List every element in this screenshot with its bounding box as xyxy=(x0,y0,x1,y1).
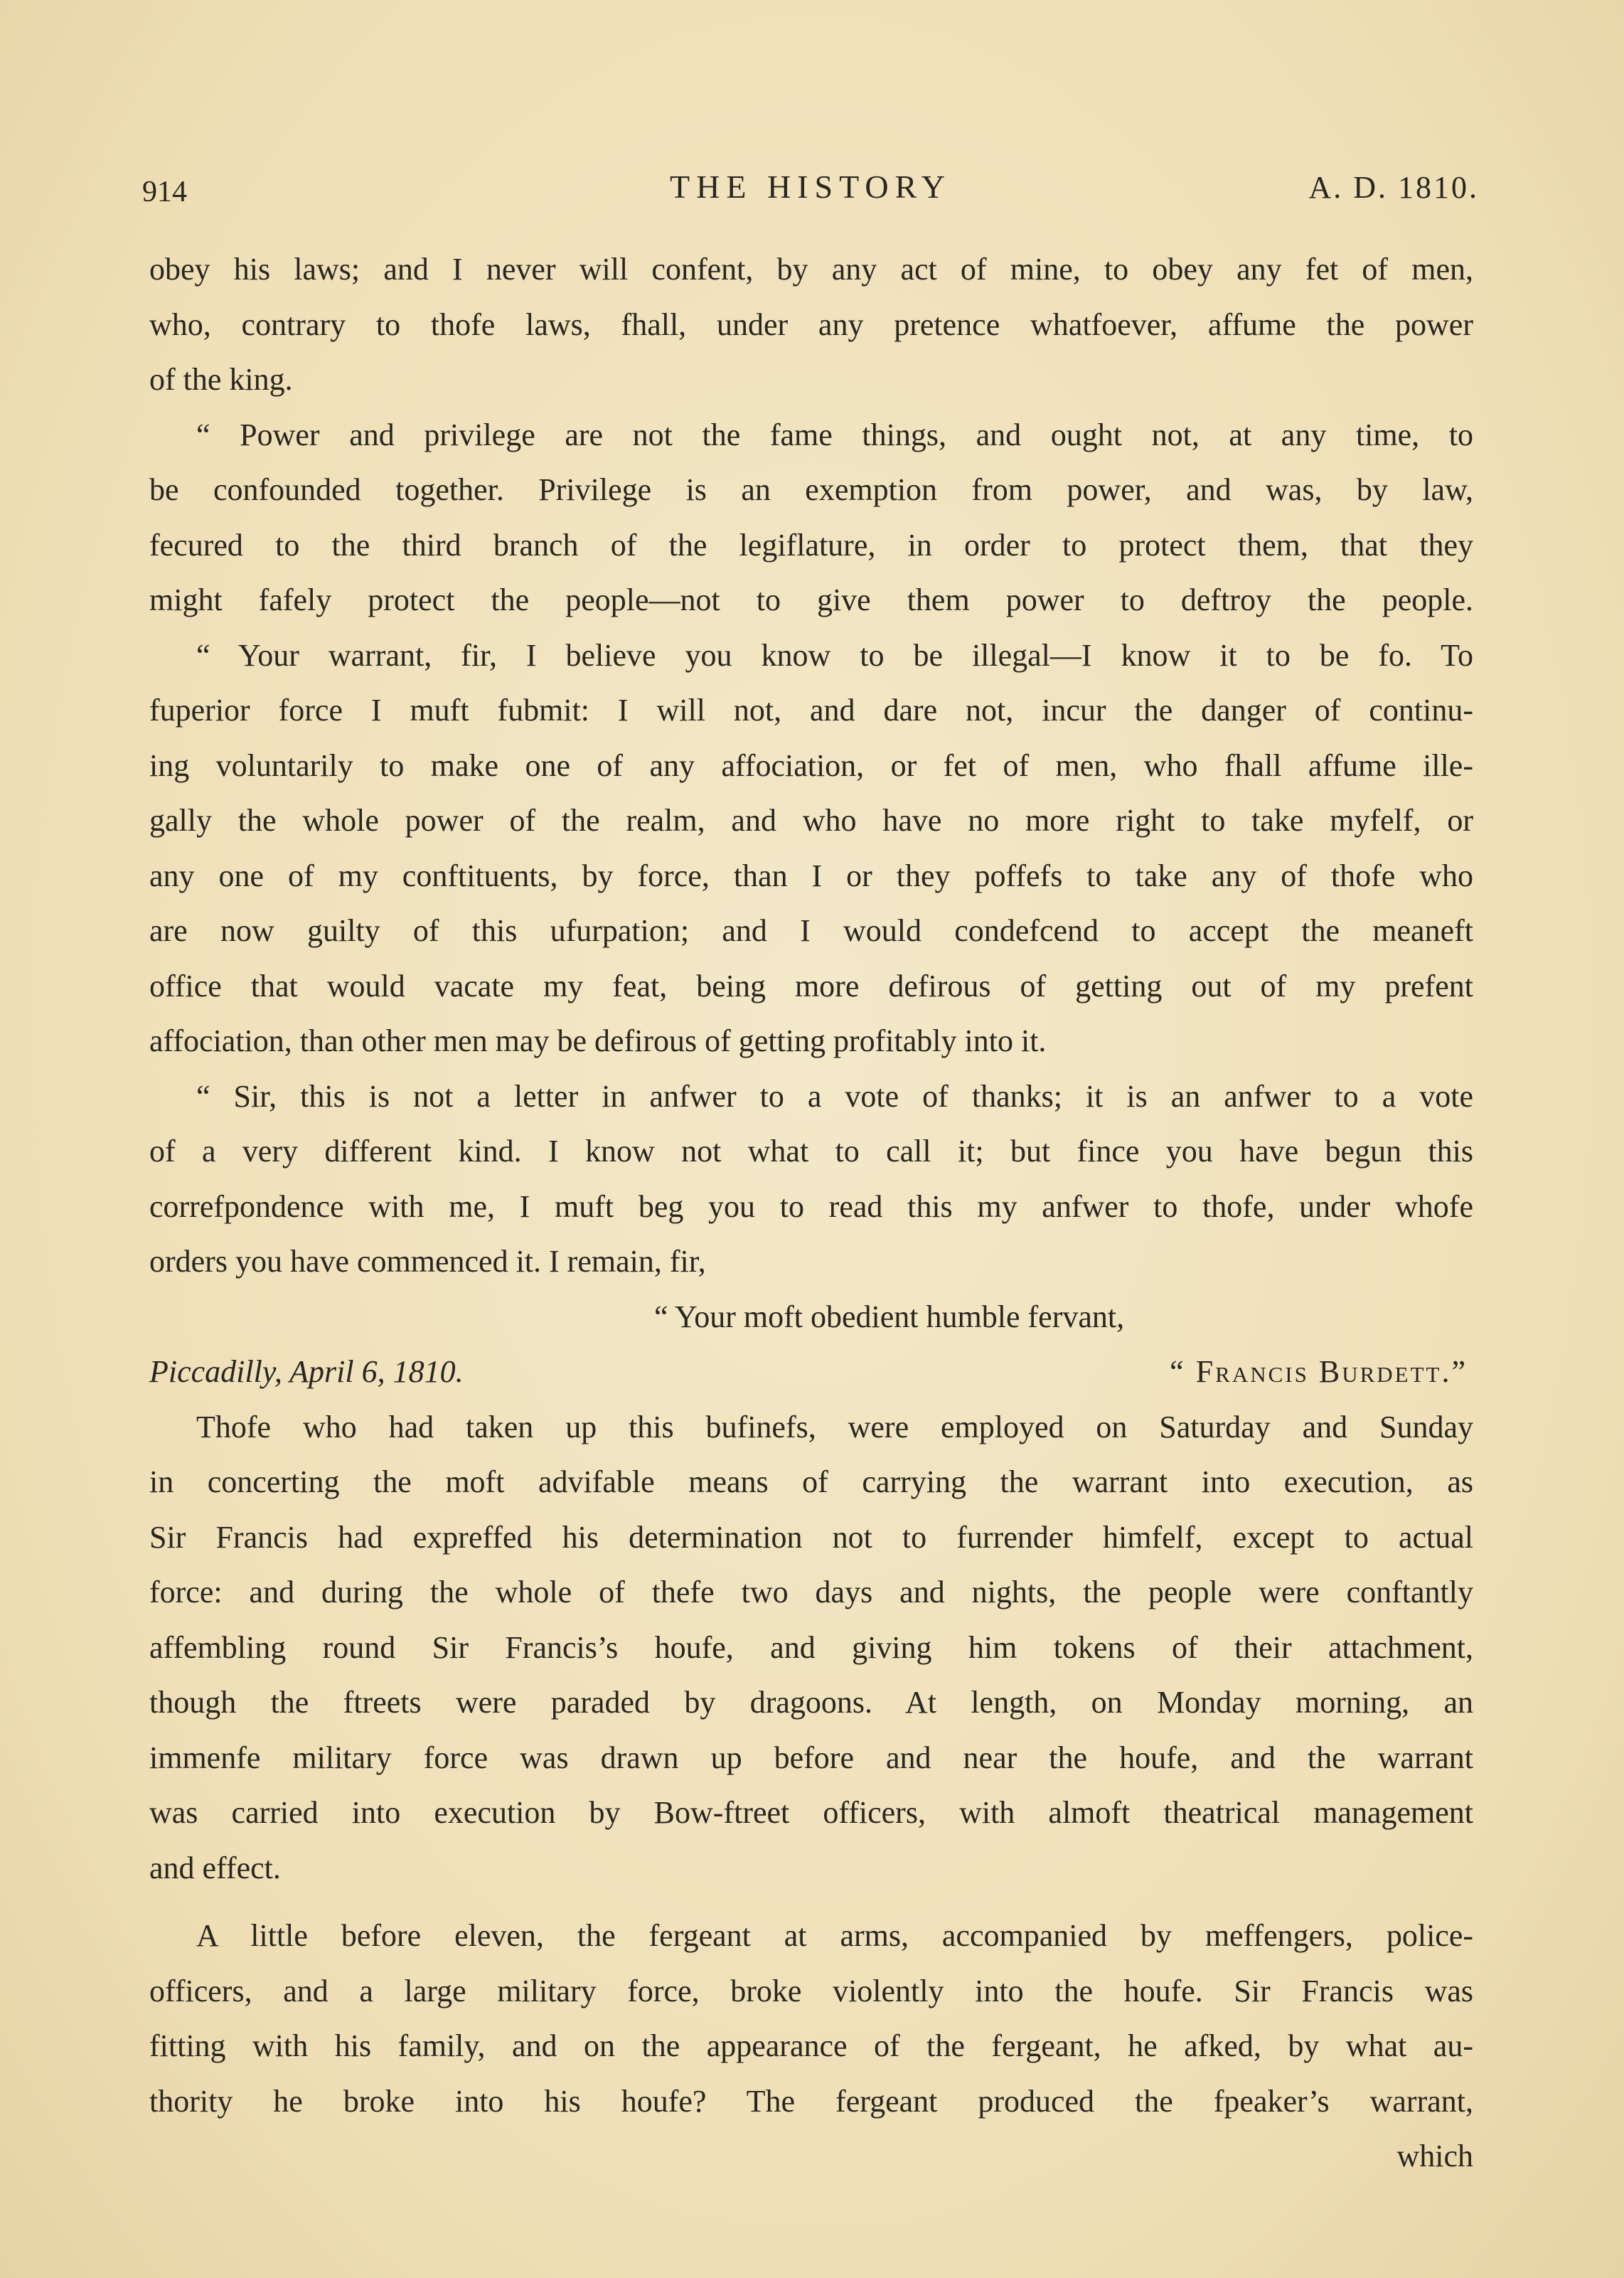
text-line: force: and during the whole of thefe two days and nights, the people were conftantly xyxy=(149,1575,1473,1609)
text-line: be confounded together. Privilege is an exemption from power, and was, by law, xyxy=(149,472,1473,507)
closing-line: “ Your moft obedient humble fervant, xyxy=(654,1299,1125,1334)
signature-place-date: Piccadilly, April 6, 1810. xyxy=(149,1354,464,1389)
signature-line xyxy=(149,1344,1473,1400)
text-line: office that would vacate my feat, being more defirous of getting out of my prefent xyxy=(149,968,1473,1004)
running-title: THE HISTORY xyxy=(670,169,951,205)
text-line: “ Your warrant, fir, I believe you know to be illegal—I know it to be fo. To xyxy=(196,637,1473,673)
body-text xyxy=(149,242,1473,2184)
text-line: any one of my conftituents, by force, than I or they poffefs to take any of thofe who xyxy=(149,858,1473,893)
text-line: of a very different kind. I know not what to call it; but fince you have begun this xyxy=(149,1134,1473,1169)
text-line: affembling round Sir Francis’s houfe, and giving him tokens of their attachment, xyxy=(149,1629,1473,1665)
text-line: in concerting the moft advifable means of carrying the warrant into execution, as xyxy=(149,1464,1473,1499)
text-line: orders you have commenced it. I remain, fir, xyxy=(149,1244,706,1279)
text-line: and effect. xyxy=(149,1850,281,1885)
text-line: fuperior force I muft fubmit: I will not, and dare not, incur the danger of continu- xyxy=(149,693,1473,728)
text-line: was carried into execution by Bow-ftreet officers, with almoft theatrical management xyxy=(149,1795,1473,1830)
running-header xyxy=(142,168,1479,218)
text-line: officers, and a large military force, broke violently into the houfe. Sir Francis was xyxy=(149,1973,1473,2008)
text-line: A little before eleven, the fergeant at arms, accompanied by meffengers, police- xyxy=(196,1918,1473,1953)
text-line: fecured to the third branch of the legiflature, in order to protect them, that they xyxy=(149,527,1473,563)
text-line: who, contrary to thofe laws, fhall, under any pretence whatfoever, affume the power xyxy=(149,307,1473,342)
page-number: 914 xyxy=(142,176,187,208)
text-line: immenfe military force was drawn up before and near the houfe, and the warrant xyxy=(149,1740,1473,1775)
text-line: obey his laws; and I never will confent, by any act of mine, to obey any fet of men, xyxy=(149,252,1473,287)
text-line: “ Sir, this is not a letter in anfwer to a vote of thanks; it is an anfwer to a vote xyxy=(196,1078,1473,1114)
text-line: might fafely protect the people—not to give them power to deftroy the people. xyxy=(149,582,1473,617)
text-line: are now guilty of this ufurpation; and I would condefcend to accept the meaneft xyxy=(149,913,1473,948)
signature-name: “ Francis Burdett.” xyxy=(1170,1354,1468,1389)
text-line: thority he broke into his houfe? The fergeant produced the fpeaker’s warrant, xyxy=(149,2083,1473,2119)
text-line: though the ftreets were paraded by dragoons. At length, on Monday morning, an xyxy=(149,1685,1473,1720)
text-line: Sir Francis had expreffed his determination not to furrender himfelf, except to actual xyxy=(149,1519,1473,1555)
text-line: affociation, than other men may be defirous of getting profitably into it. xyxy=(149,1023,1047,1058)
text-line: fitting with his family, and on the appearance of the fergeant, he afked, by what au- xyxy=(149,2028,1473,2063)
running-date: A. D. 1810. xyxy=(1308,170,1479,205)
catchword: which xyxy=(1396,2139,1473,2173)
text-line: of the king. xyxy=(149,362,293,397)
text-line: Thofe who had taken up this bufinefs, were employed on Saturday and Sunday xyxy=(196,1409,1473,1444)
text-line: gally the whole power of the realm, and who have no more right to take myfelf, or xyxy=(149,803,1473,838)
text-line: ing voluntarily to make one of any affociation, or fet of men, who fhall affume ille- xyxy=(149,747,1473,783)
text-line: “ Power and privilege are not the fame things, and ought not, at any time, to xyxy=(196,417,1473,452)
text-line: correfpondence with me, I muft beg you to read this my anfwer to thofe, under whofe xyxy=(149,1188,1473,1224)
